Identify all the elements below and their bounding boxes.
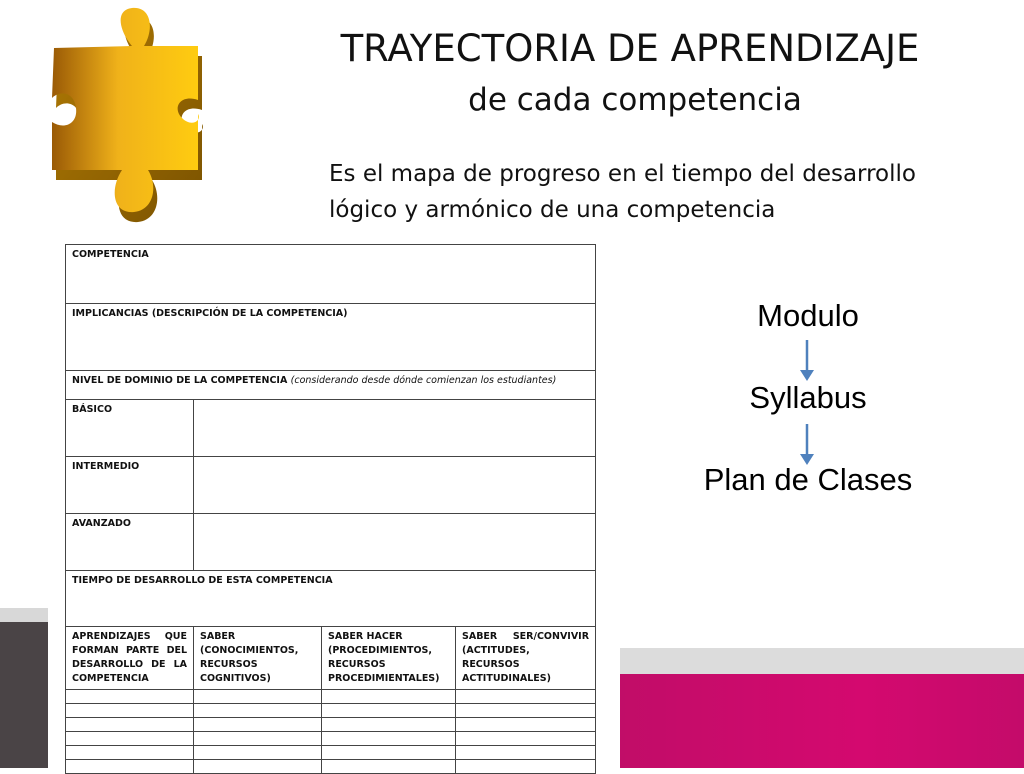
intermedio-cell	[66, 457, 194, 514]
right-gray-bar	[620, 648, 1024, 674]
flow-step-plan-de-clases: Plan de Clases	[703, 462, 913, 497]
description-line-1: Es el mapa de progreso en el tiempo del desarrollo	[329, 161, 916, 187]
column-header-saber: SABER (CONOCIMIENTOS, RECURSOS COGNITIVOS)	[194, 627, 322, 690]
column-header-aprendizajes: APRENDIZAJES QUE FORMAN PARTE DEL DESARROLLO DE LA COMPETENCIA	[66, 627, 194, 690]
tiempo-cell	[66, 571, 596, 627]
avanzado-content-cell	[194, 514, 596, 571]
table-row	[66, 746, 596, 760]
nivel-dominio-label: NIVEL DE DOMINIO DE LA COMPETENCIA	[72, 375, 288, 386]
competency-form-table	[65, 244, 596, 774]
table-row	[66, 760, 596, 774]
basico-cell	[66, 400, 194, 457]
flow-step-syllabus: Syllabus	[749, 380, 867, 415]
flow-step-modulo: Modulo	[757, 298, 859, 333]
down-arrow-icon	[798, 424, 816, 466]
left-gray-bar	[0, 608, 48, 622]
column-header-saber-hacer: SABER HACER (PROCEDIMIENTOS, RECURSOS PROCEDIMIENTALES)	[322, 627, 456, 690]
puzzle-piece-icon	[30, 4, 210, 238]
intermedio-content-cell	[194, 457, 596, 514]
slide-title: TRAYECTORIA DE APRENDIZAJE	[340, 27, 920, 70]
column-header-saber-ser: SABER SER/CONVIVIR (ACTITUDES, RECURSOS ACTITUDINALES)	[456, 627, 596, 690]
avanzado-label: AVANZADO	[72, 518, 131, 529]
nivel-dominio-cell	[66, 371, 596, 400]
left-dark-bar	[0, 622, 48, 768]
implicancias-cell	[66, 304, 596, 371]
competencia-label: COMPETENCIA	[72, 249, 149, 260]
basico-content-cell	[194, 400, 596, 457]
table-row	[66, 718, 596, 732]
right-magenta-bar	[620, 674, 1024, 768]
slide-subtitle: de cada competencia	[468, 82, 802, 118]
implicancias-label: IMPLICANCIAS (DESCRIPCIÓN DE LA COMPETENCIA)	[72, 308, 348, 319]
table-row	[66, 704, 596, 718]
down-arrow-icon	[798, 340, 816, 382]
description-line-2: lógico y armónico de una competencia	[329, 196, 776, 223]
table-row	[66, 732, 596, 746]
tiempo-label: TIEMPO DE DESARROLLO DE ESTA COMPETENCIA	[72, 575, 333, 586]
intermedio-label: INTERMEDIO	[72, 461, 140, 472]
table-row	[66, 690, 596, 704]
nivel-dominio-note: (considerando desde dónde comienzan los estudiantes)	[290, 375, 557, 386]
avanzado-cell	[66, 514, 194, 571]
basico-label: BÁSICO	[72, 404, 113, 415]
slide-description	[329, 157, 1009, 228]
competencia-cell	[66, 245, 596, 304]
